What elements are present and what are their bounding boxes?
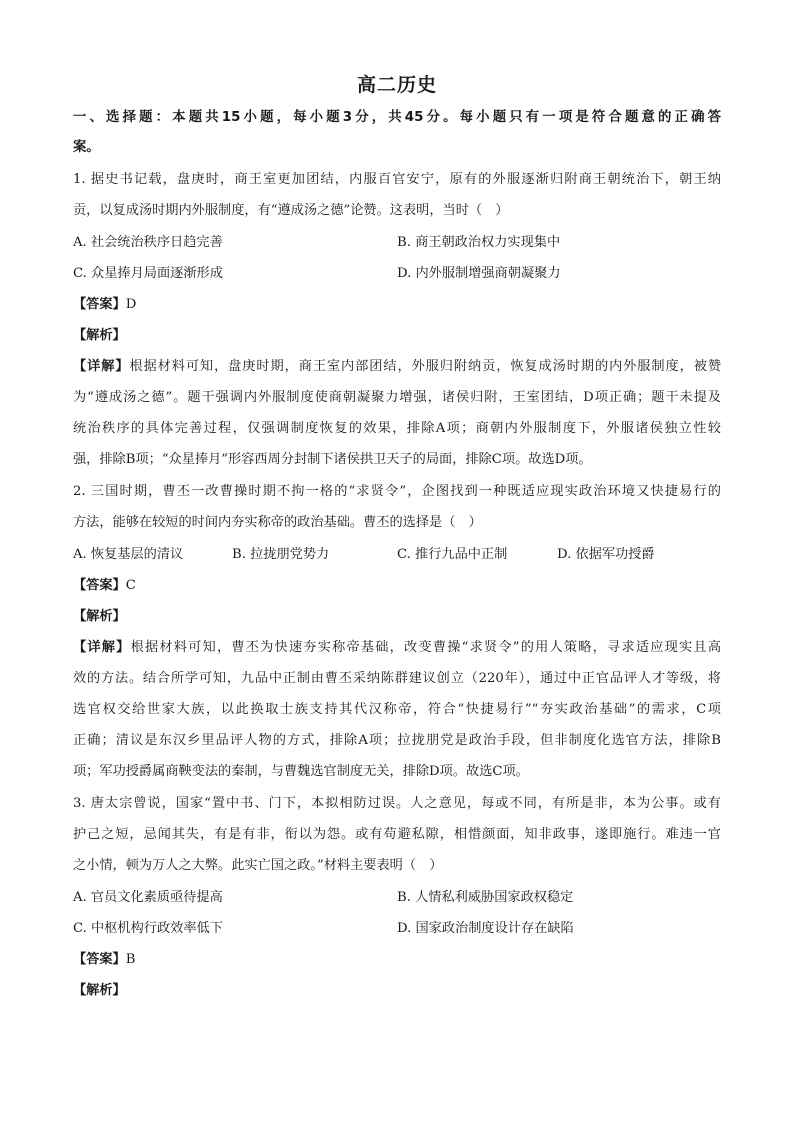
q1-answer (73, 295, 136, 315)
q3-stem-line-1: 3. 唐太宗曾说，国家“置中书、门下，本拟相防过误。人之意见，每或不同，有所是非，本为公事。或有 (73, 796, 721, 811)
q2-stem-line-1: 2. 三国时期，曹丕一改曹操时期不拘一格的“求贤令”，企图找到一种既适应现实政治环境又快捷易行的 (73, 484, 721, 499)
q1-option-d: D. 内外服制增强商朝凝聚力 (397, 266, 561, 281)
q1-stem-line-1: 1. 据史书记载，盘庚时，商王室更加团结，内服百官安宁，原有的外服逐渐归附商王朝统治下，朝王纳 (73, 172, 721, 187)
section-heading-line-1: 一、选择题：本题共15小题，每小题3分，共45分。每小题只有一项是符合题意的正确答 (73, 110, 721, 125)
q1-option-b: B. 商王朝政治权力实现集中 (397, 235, 561, 250)
q2-option-a: A. 恢复基层的清议 (73, 547, 184, 562)
detail-label: 【详解】 (73, 359, 130, 374)
page-title: 高二历史 (356, 74, 437, 96)
detail-text: 根据材料可知，盘庚时期，商王室内部团结，外服归附纳贡，恢复成汤时期的内外服制度，被赞 (129, 359, 722, 374)
q2-stem-line-2: 方法，能够在较短的时间内夯实称帝的政治基础。曹丕的选择是（ ） (73, 515, 482, 530)
detail-label: 【详解】 (73, 640, 131, 655)
q2-option-b: B. 拉拢朋党势力 (232, 547, 330, 562)
q1-option-c: C. 众星捧月局面逐渐形成 (73, 266, 223, 281)
q2-detail-line-3: 选官权交给世家大族，以此换取士族支持其代汉称帝，符合“快捷易行”“夯实政治基础”的需求，C项 (73, 702, 721, 717)
q2-detail-line-1 (73, 638, 721, 658)
q1-option-a: A. 社会统治秩序日趋完善 (73, 235, 223, 250)
q1-detail-line-4: 强，排除B项；“众星捧月”形容西周分封制下诸侯拱卫天子的局面，排除C项。故选D项。 (73, 452, 592, 467)
answer-value: B (125, 952, 136, 967)
q2-analysis-label: 【解析】 (73, 609, 126, 624)
q1-detail-line-2: 为“遵成汤之德”。题干强调内外服制度使商朝凝聚力增强，诸侯归附，王室团结，D项正确；题干未提及 (73, 390, 721, 405)
q1-detail-line-1 (73, 357, 721, 377)
q1-analysis-label: 【解析】 (73, 328, 126, 343)
q3-option-c: C. 中枢机构行政效率低下 (73, 921, 223, 936)
q3-analysis-label: 【解析】 (73, 983, 126, 998)
q3-stem-line-3: 之小情，顿为万人之大弊。此实亡国之政。”材料主要表明（ ） (73, 858, 443, 873)
q3-option-a: A. 官员文化素质亟待提高 (73, 890, 223, 905)
q2-detail-line-5: 项；军功授爵属商鞅变法的秦制，与曹魏选官制度无关，排除D项。故选C项。 (73, 764, 529, 779)
q2-detail-line-2: 效的方法。结合所学可知，九品中正制由曹丕采纳陈群建议创立（220年），通过中正官品评人才等级，将 (73, 671, 721, 686)
q2-option-c: C. 推行九品中正制 (397, 547, 508, 562)
q3-option-b: B. 人情私利威胁国家政权稳定 (397, 890, 574, 905)
q2-detail-line-4: 正确；清议是东汉乡里品评人物的方式，排除A项；拉拢朋党是政治手段，但非制度化选官方法，排除B (73, 733, 721, 748)
answer-value: D (125, 297, 137, 312)
answer-label: 【答案】 (73, 297, 126, 312)
detail-text: 根据材料可知，曹丕为快速夯实称帝基础，改变曹操“求贤令”的用人策略，寻求适应现实且高 (130, 640, 722, 655)
answer-label: 【答案】 (73, 578, 126, 593)
q1-stem-line-2: 贡，以复成汤时期内外服制度，有“遵成汤之德”论赞。这表明，当时（ ） (73, 203, 509, 218)
q2-option-d: D. 依据军功授爵 (557, 547, 655, 562)
section-heading-line-2: 案。 (73, 140, 100, 155)
q2-answer (73, 576, 136, 596)
answer-value: C (125, 578, 136, 593)
q1-detail-line-3: 统治秩序的具体完善过程，仅强调制度恢复的效果，排除A项；商朝内外服制度下，外服诸侯独立性较 (73, 421, 721, 436)
answer-label: 【答案】 (73, 952, 126, 967)
q3-option-d: D. 国家政治制度设计存在缺陷 (397, 921, 574, 936)
q3-stem-line-2: 护己之短，忌闻其失，有是有非，衔以为怨。或有苟避私隙，相惜颜面，知非政事，遂即施行。难违一官 (73, 827, 721, 842)
q3-answer (73, 950, 135, 970)
